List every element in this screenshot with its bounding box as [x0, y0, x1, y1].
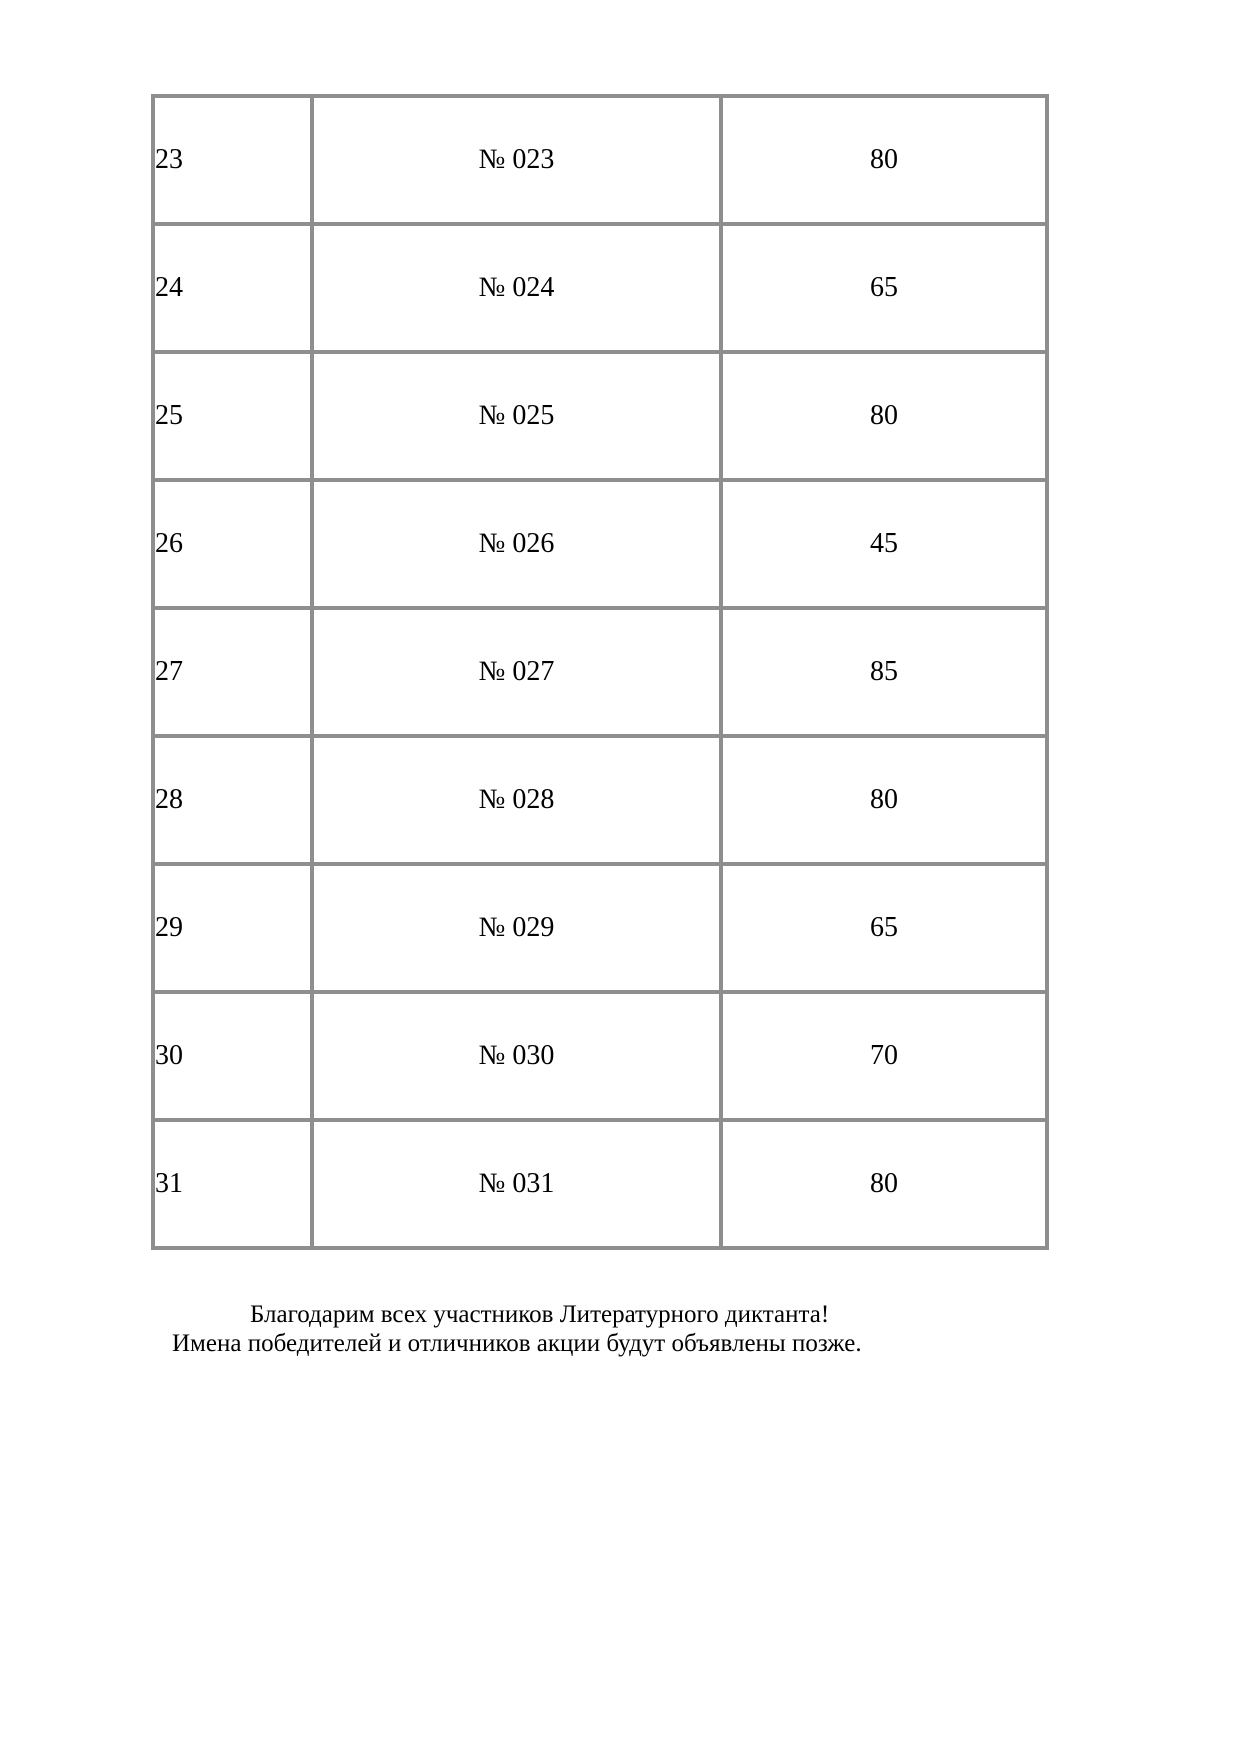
score-cell: 80 [721, 736, 1047, 864]
participant-code-cell: № 025 [312, 352, 721, 480]
table-row [153, 992, 1047, 1120]
row-number-cell: 23 [153, 96, 312, 224]
participant-code-cell: № 023 [312, 96, 721, 224]
score-cell: 80 [721, 96, 1047, 224]
thanks-line: Благодарим всех участников Литературного диктанта! [250, 1301, 830, 1328]
table-row [153, 864, 1047, 992]
participant-code-cell: № 024 [312, 224, 721, 352]
table-row [153, 352, 1047, 480]
table-row [153, 96, 1047, 224]
participant-code-cell: № 028 [312, 736, 721, 864]
row-number-cell: 31 [153, 1120, 312, 1248]
participant-code-cell: № 031 [312, 1120, 721, 1248]
score-cell: 45 [721, 480, 1047, 608]
participant-code-cell: № 026 [312, 480, 721, 608]
score-cell: 70 [721, 992, 1047, 1120]
results-table-body [153, 96, 1047, 1248]
row-number-cell: 26 [153, 480, 312, 608]
participant-code-cell: № 030 [312, 992, 721, 1120]
score-cell: 65 [721, 864, 1047, 992]
row-number-cell: 24 [153, 224, 312, 352]
score-cell: 65 [721, 224, 1047, 352]
participant-code-cell: № 029 [312, 864, 721, 992]
table-row [153, 1120, 1047, 1248]
row-number-cell: 28 [153, 736, 312, 864]
row-number-cell: 25 [153, 352, 312, 480]
winners-line: Имена победителей и отличников акции будут объявлены позже. [172, 1330, 862, 1357]
footer-paragraph [172, 1300, 932, 1358]
row-number-cell: 27 [153, 608, 312, 736]
score-cell: 80 [721, 352, 1047, 480]
table-row [153, 608, 1047, 736]
score-cell: 85 [721, 608, 1047, 736]
table-row [153, 224, 1047, 352]
table-row [153, 480, 1047, 608]
results-table [151, 94, 1049, 1250]
participant-code-cell: № 027 [312, 608, 721, 736]
score-cell: 80 [721, 1120, 1047, 1248]
table-row [153, 736, 1047, 864]
row-number-cell: 29 [153, 864, 312, 992]
row-number-cell: 30 [153, 992, 312, 1120]
